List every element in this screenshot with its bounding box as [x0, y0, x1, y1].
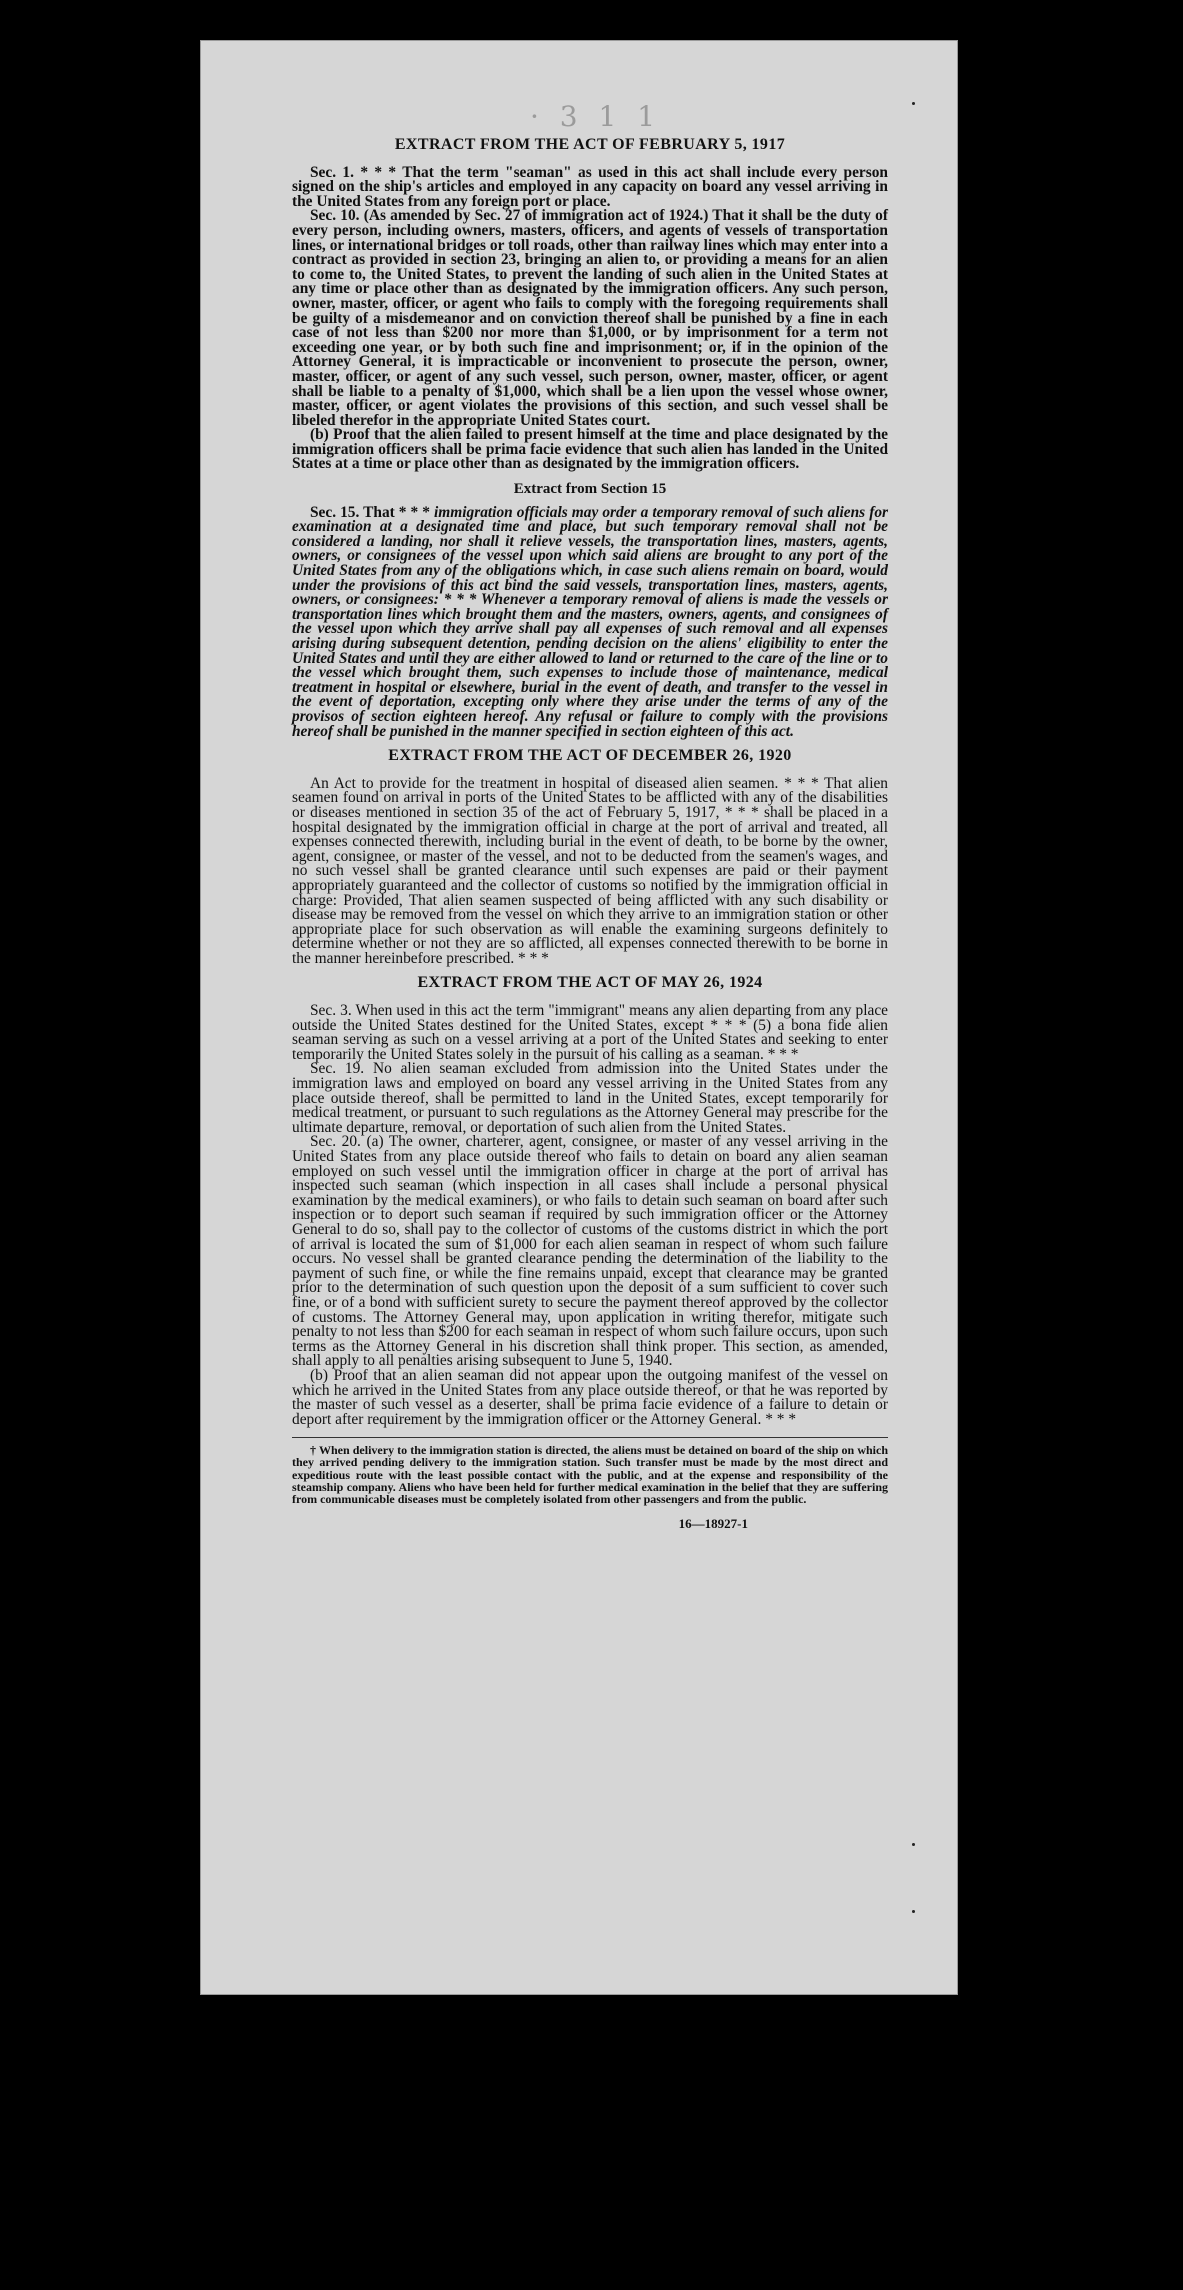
document-page: [200, 40, 958, 1995]
sec-15-body: immigration officials may order a temporary removal of such aliens for examination at a designated time and place, but such temporary removal shall not be considered a landing, nor shall it relieve vessels, the transportation lines, masters, agents, owners, or consignees of the vessel upon which said aliens are brought to any port of the United States from any of the obligations which, in case such aliens remain on board, would under the provisions of this act bind the said vessels, transportation lines, masters, agents, owners, or consignees: * * * Whenever a temporary removal of aliens is made the vessels or transportation lines which brought them and the masters, owners, agents, and consignees of the vessel upon which they arrive shall pay all expenses of such removal and all expenses arising during subsequent detention, pending decision on the aliens' eligibility to enter the United States and until they are either allowed to land or returned to the care of the line or to the vessel which brought them, such expenses to include those of maintenance, medical treatment in hospital or elsewhere, burial in the event of death, and transfer to the vessel in the event of deportation, excepting only where they arise under the terms of any of the provisos of section eighteen hereof. Any refusal or failure to comply with the provisions hereof shall be punished in the manner specified in section eighteen of this act.: [292, 503, 888, 740]
form-number: 16—18927-1: [678, 1516, 748, 1532]
heading-feb-1917: EXTRACT FROM THE ACT OF FEBRUARY 5, 1917: [394, 136, 786, 153]
footnote-divider: [292, 1437, 888, 1438]
footnote: † When delivery to the immigration station is directed, the aliens must be detained on board of the ship on which they arrived pending delivery to the immigration station. Such transfer must be made by the most direct and expeditious route with the least possible contact with the public, and at the expense and responsibility of the steamship company. Aliens who have been held for further medical examination in the belief that they are suffering from communicable diseases must be completely isolated from other passengers and from the public.: [292, 1443, 888, 1507]
heading-may-1924: EXTRACT FROM THE ACT OF MAY 26, 1924: [417, 974, 763, 992]
speck: [912, 1910, 915, 1913]
sec-20-b-paragraph: (b) Proof that an alien seaman did not appear upon the outgoing manifest of the vessel on which he arrived in the United States from any place outside thereof, or that he was reported by the master of such vessel as a deserter, shall be prima facie evidence of a failure to detain or deport after requirement by the immigration officer or the Attorney General. * * *: [292, 1366, 888, 1428]
sec-20-a-paragraph: Sec. 20. (a) The owner, charterer, agent, consignee, or master of any vessel arriving in the United States from any place outside thereof who fails to detain on board any alien seaman employed on such vessel until the immigration officer in charge at the port of arrival has inspected such seaman (which inspection in all cases shall include a personal physical examination by the medical examiners), or who fails to detain such seaman on board after such inspection or to deport such seaman if required by such immigration officer or the Attorney General to do so, shall pay to the collector of customs of the customs district in which the port of arrival is located the sum of $1,000 for each alien seaman in respect of whom such failure occurs. No vessel shall be granted clearance pending the determination of the liability to the payment of such fine, or while the fine remains unpaid, except that clearance may be granted prior to the determination of such question upon the deposit of a sum sufficient to cover such fine, or of a bond with sufficient surety to secure the payment thereof approved by the collector of customs. The Attorney General may, upon application in writing therefor, mitigate such penalty to not less than $200 for each seaman in respect of whom such failure occurs, upon such terms as the Attorney General in his discretion shall think proper. This section, as amended, shall apply to all penalties arising subsequent to June 5, 1940.: [292, 1133, 888, 1370]
speck: [912, 102, 915, 105]
sec-10-b-paragraph: (b) Proof that the alien failed to present himself at the time and place designated by the immigration officers shall be prima facie evidence that such alien has landed in the United States at a time or place other than as designated by the immigration officers.: [292, 426, 888, 473]
speck: [912, 1843, 915, 1846]
sec-1-paragraph: Sec. 1. * * * That the term "seaman" as used in this act shall include every person signed on the ship's articles and employed in any capacity on board any vessel arriving in the United States from any foreign port or place.: [292, 163, 888, 210]
sec-15-paragraph: [292, 503, 888, 740]
faded-header-marks: · 3 1 1: [530, 100, 662, 133]
document-body: [292, 138, 888, 1532]
sec-15-lead: Sec. 15. That * * *: [310, 503, 430, 521]
sec-3-paragraph: Sec. 3. When used in this act the term "immigrant" means any alien departing from any place outside the United States destined for the United States, except * * * (5) a bona fide alien seaman serving as such on a vessel arriving at a port of the United States and seeking to enter temporarily the United States solely in the pursuit of his calling as a seaman. * * *: [292, 1002, 888, 1063]
dec-1920-paragraph: An Act to provide for the treatment in hospital of diseased alien seamen. * * * That alien seamen found on arrival in ports of the United States to be afflicted with any of the disabilities or diseases mentioned in section 35 of the act of February 5, 1917, * * * shall be placed in a hospital designated by the immigration official in charge at the port of arrival and treated, all expenses connected therewith, including burial in the event of death, to be borne by the owner, agent, consignee, or master of the vessel, and not to be deducted from the seamen's wages, and no such vessel shall be granted clearance until such expenses are paid or their payment appropriately guaranteed and the collector of customs so notified by the immigration official in charge: Provided, That alien seamen suspected of being afflicted with any such disability or disease may be removed from the vessel on which they arrive to an immigration station or other appropriate place for such observation as will enable the examining surgeons definitely to determine whether or not they are so afflicted, all expenses connected therewith to be borne in the manner hereinbefore prescribed. * * *: [292, 774, 888, 967]
sec-10-paragraph: Sec. 10. (As amended by Sec. 27 of immigration act of 1924.) That it shall be the duty of every person, including owners, masters, officers, and agents of vessels of transportation lines, or international bridges or toll roads, other than railway lines which may enter into a contract as provided in section 23, bringing an alien to, or providing a means for an alien to come to, the United States, to prevent the landing of such alien in the United States at any time or place other than as designated by the immigration officers. Any such person, owner, master, officer, or agent who fails to comply with the foregoing requirements shall be guilty of a misdemeanor and on conviction thereof shall be punished by a fine in each case of not less than $200 nor more than $1,000, or by imprisonment for a term not exceeding one year, or by both such fine and imprisonment; or, if in the opinion of the Attorney General, it is impracticable or inconvenient to prosecute the person, owner, master, officer, or agent of any such vessel, such person, owner, master, officer, or agent shall be liable to a penalty of $1,000, which shall be a lien upon the vessel whose owner, master, officer, or agent violates the provisions of this section, and such vessel shall be libeled therefor in the appropriate United States court.: [292, 207, 888, 429]
heading-dec-1920: EXTRACT FROM THE ACT OF DECEMBER 26, 1920: [388, 747, 792, 765]
sec-19-paragraph: Sec. 19. No alien seaman excluded from admission into the United States under the immigration laws and employed on board any vessel arriving in the United States from any place outside thereof, shall be permitted to land in the United States, except temporarily for medical treatment, or pursuant to such regulations as the Attorney General may prescribe for the ultimate departure, removal, or deportation of such alien from the United States.: [292, 1060, 888, 1136]
heading-section-15: Extract from Section 15: [513, 481, 667, 498]
